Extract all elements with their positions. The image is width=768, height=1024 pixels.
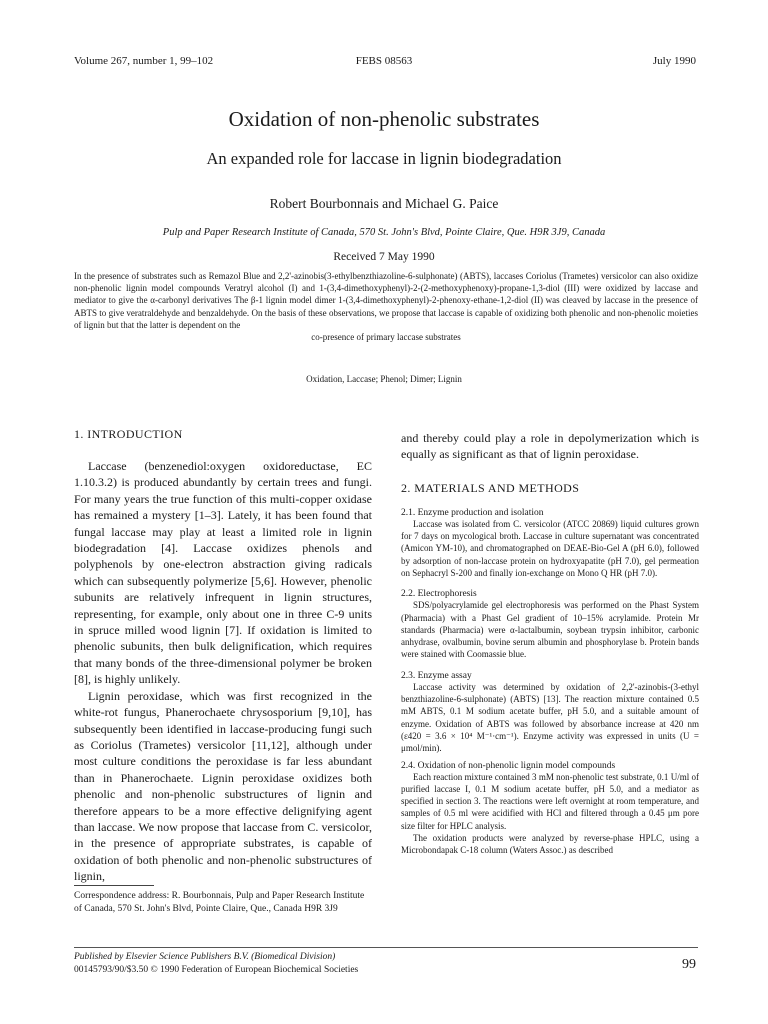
correspondence-rule — [74, 885, 154, 886]
authors: Robert Bourbonnais and Michael G. Paice — [269, 196, 499, 211]
received-date: Received 7 May 1990 — [333, 251, 435, 263]
introduction-continued: and thereby could play a role in depolymerization which is equally as significant as that of lignin peroxidase. — [401, 431, 699, 462]
subsection-2-1-text: Laccase was isolated from C. versicolor (ATCC 20869) liquid cultures grown for 7 days on mycological broth. Laccase in culture supernatant was concentrated (Amicon YM-10), and chromatographed on DEAE-Bio-Gel A (pH 6.0), followed by adsorption of non-laccase protein on hydroxyapatite (pH 7.0), gel permeation on Sephacryl S-200 and finally ion-exchange on Mono Q HR (pH 7.0). — [401, 518, 699, 578]
subsection-2-2-text: SDS/polyacrylamide gel electrophoresis was performed on the Phast System (Pharmacia) with a Phast Gel gradient of 10–15% acrylamide. Protein Mr standards (Pharmacia) were α-lactalbumin, soybean trypsin inhibitor, carbonic anhydrase, ovalbumin, bovine serum albumin and phosphorylase b. Protein bands were stained with Coomassie blue. — [401, 600, 699, 660]
footer-rule — [74, 947, 698, 948]
subsection-2-3-heading: 2.3. Enzyme assay — [401, 670, 472, 681]
subsection-2-2-heading: 2.2. Electrophoresis — [401, 589, 477, 600]
publisher-footer — [74, 951, 358, 977]
subsection-2-4-heading: 2.4. Oxidation of non-phenolic lignin model compounds — [401, 760, 616, 771]
correspondence-address: Correspondence address: R. Bourbonnais, Pulp and Paper Research Institute of Canada, 570 St. John's Blvd, Pointe Claire, Que., Canada H9R 3J9 — [74, 891, 365, 914]
introduction-paragraph-1: Laccase (benzenediol:oxygen oxidoreductase, EC 1.10.3.2) is produced abundantly by certain trees and fungi. For many years the true function of this multi-copper oxidase has remained a mystery [1–3]. Lately, it has been found that fungal laccase may play at least a limited role in lignin biodegradation [4]. Laccase oxidizes phenols and polyphenols by one-electron abstraction giving radicals which can subsequently polymerize [5,6]. However, phenolic subunits are relatively infrequent in lignin structures, representing, for example, only about one in three C-9 units in spruce milled wood lignin [7]. If oxidation is limited to phenolic subunits, then bulk delignification, which requires that many bonds of the three-dimensional polymer be broken [8], is highly unlikely. — [74, 459, 372, 687]
right-column — [401, 430, 699, 857]
abstract-last-line: co-presence of primary laccase substrates — [311, 332, 461, 343]
issue-date: July 1990 — [652, 55, 696, 67]
subsection-2-4-text-continued: The oxidation products were analyzed by reverse-phase HPLC, using a Microbondapak C-18 column (Waters Assoc.) as described — [401, 833, 699, 856]
introduction-paragraph-2: Lignin peroxidase, which was first recognized in the white-rot fungus, Phanerochaete chrysosporium [9,10], has subsequently been identified in laccase-producing fungi such as Coriolus (Trametes) versicolor [11,12], although under most culture conditions the peroxidase is far less abundant than in Phanerochaete. Lignin peroxidase oxidizes both phenolic and non-phenolic substructures of lignin and therefore appears to be a more effective delignifying agent than laccase. We now propose that laccase from C. versicolor, in the presence of appropriate substrates, is capable of oxidation of both phenolic and non-phenolic substructures of lignin, — [74, 688, 372, 884]
publisher-line: Published by Elsevier Science Publishers B.V. (Biomedical Division) — [74, 952, 336, 962]
copyright-line: 00145793/90/$3.50 © 1990 Federation of European Biochemical Societies — [74, 965, 359, 975]
article-code: FEBS 08563 — [355, 55, 413, 67]
subsection-2-4-text: Each reaction mixture contained 3 mM non-phenolic test substrate, 0.1 U/ml of purified laccase I, 0.1 M sodium acetate buffer, pH 5.0, and a mediator as specified in section 3. The reactions were left overnight at room temperature, and samples of 0.5 ml were acidified with HCl and filtered through a 0.45 μm pore size filter for HPLC analysis. — [401, 771, 699, 831]
affiliation: Pulp and Paper Research Institute of Canada, 570 St. John's Blvd, Pointe Claire, Que. H9R 3J9, Canada — [162, 227, 606, 238]
page-number: 99 — [682, 957, 696, 972]
abstract — [74, 270, 698, 343]
article-title: Oxidation of non-phenolic substrates — [228, 107, 540, 131]
left-column — [74, 427, 372, 885]
subsection-2-1-heading: 2.1. Enzyme production and isolation — [401, 507, 544, 518]
article-subtitle: An expanded role for laccase in lignin biodegradation — [206, 149, 562, 168]
introduction-heading: 1. INTRODUCTION — [74, 427, 183, 441]
journal-volume: Volume 267, number 1, 99–102 — [74, 55, 214, 67]
methods-heading: 2. MATERIALS AND METHODS — [401, 480, 580, 495]
keywords: Oxidation, Laccase; Phenol; Dimer; Lignin — [306, 374, 462, 384]
abstract-body: In the presence of substrates such as Remazol Blue and 2,2'-azinobis(3-ethylbenzthiazoline-6-sulphonate) (ABTS), laccases Coriolus (Trametes) versicolor can also oxidize non-phenolic lignin model compounds Veratryl alcohol (I) and 1-(3,4-dimethoxyphenyl)-2-(2-methoxyphenoxy)-propane-1,3-diol (III) were oxidized by laccase and mediator to give the α-carbonyl derivatives The β-1 lignin model dimer 1-(3,4-dimethoxyphenyl)-2-phenoxy-ethane-1,2-diol (II) was cleaved by laccase in the presence of ABTS to give veratraldehyde and benzaldehyde. On the basis of these observations, we propose that laccase is capable of oxidizing both phenolic and non-phenolic moieties of lignin but that the latter is dependent on the — [74, 271, 698, 330]
subsection-2-3-text: Laccase activity was determined by oxidation of 2,2'-azinobis-(3-ethyl benzthiazoline-6-sulphonate) (ABTS) [13]. The reaction mixture contained 0.5 mM ABTS, 0.1 M sodium acetate buffer, pH 5.0, and a suitable amount of enzyme. Oxidation of ABTS was followed by absorbance increase at 420 nm (ε420 = 3.6 × 10⁴ M⁻¹·cm⁻¹). Enzyme activity was expressed in units (U = μmol/min). — [401, 681, 699, 754]
